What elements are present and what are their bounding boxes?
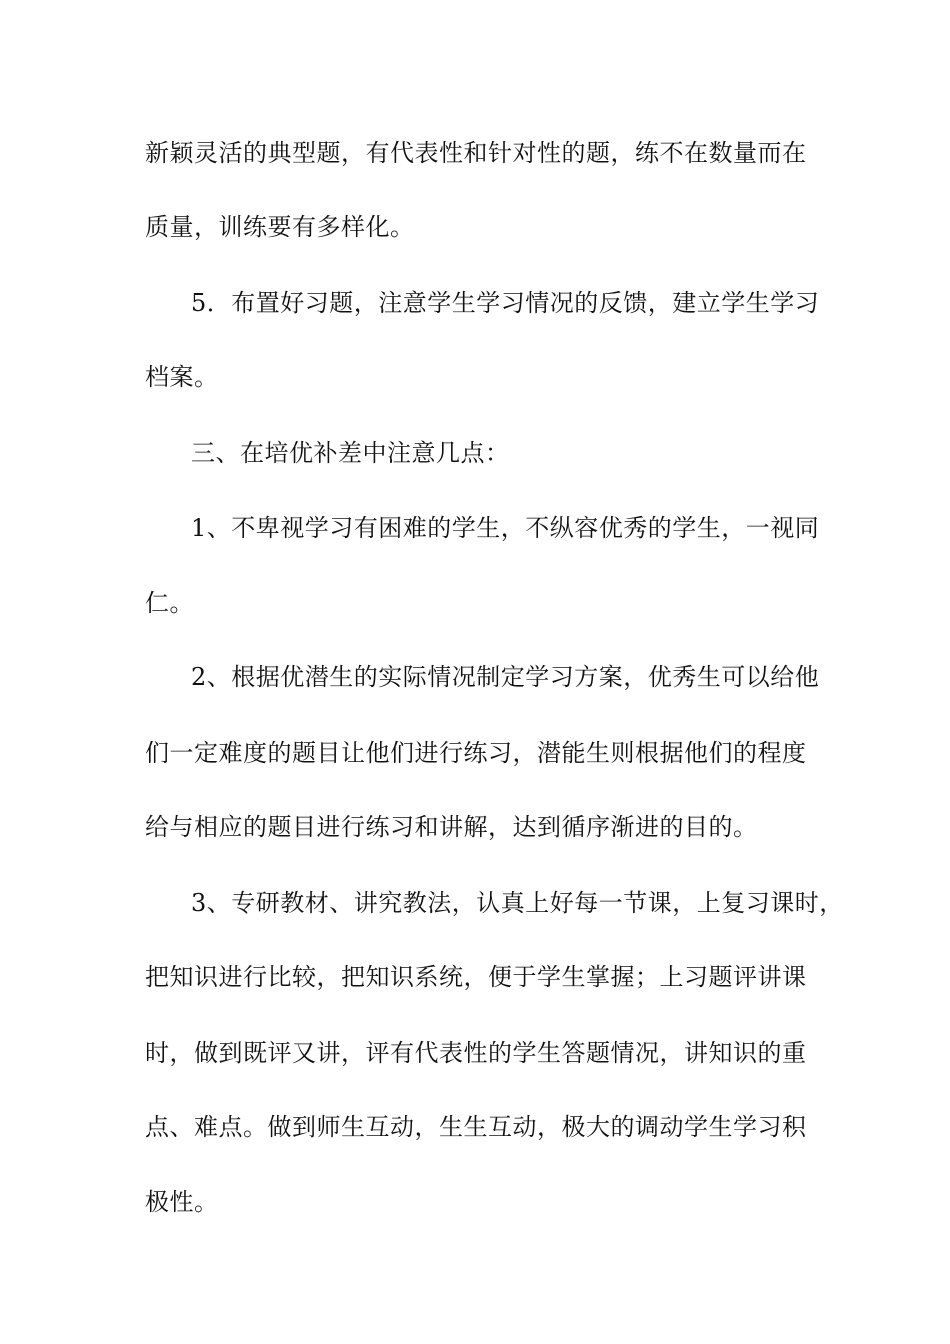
list-item-3: 3、专研教材、讲究教法，认真上好每一节课，上复习课时， [191, 889, 844, 917]
text-line: 时，做到既评又讲，评有代表性的学生答题情况，讲知识的重 [145, 1039, 807, 1067]
text-line: 给与相应的题目进行练习和讲解，达到循序渐进的目的。 [145, 813, 758, 841]
text-line: 质量，训练要有多样化。 [145, 213, 415, 241]
list-item-2: 2、根据优潜生的实际情况制定学习方案，优秀生可以给他 [191, 663, 820, 691]
text-line: 们一定难度的题目让他们进行练习，潜能生则根据他们的程度 [145, 739, 807, 767]
list-item-1: 1、不卑视学习有困难的学生，不纵容优秀的学生，一视同 [191, 514, 820, 542]
section-heading: 三、在培优补差中注意几点： [191, 439, 510, 467]
text-line: 点、难点。做到师生互动，生生互动，极大的调动学生学习积 [145, 1113, 807, 1141]
text-line: 极性。 [145, 1188, 219, 1216]
text-line: 档案。 [145, 363, 219, 391]
list-item-5: 5．布置好习题，注意学生学习情况的反馈，建立学生学习 [191, 289, 820, 317]
text-line: 把知识进行比较，把知识系统，便于学生掌握；上习题评讲课 [145, 963, 807, 991]
text-line: 仁。 [145, 589, 194, 617]
text-line: 新颖灵活的典型题，有代表性和针对性的题，练不在数量而在 [145, 139, 807, 167]
